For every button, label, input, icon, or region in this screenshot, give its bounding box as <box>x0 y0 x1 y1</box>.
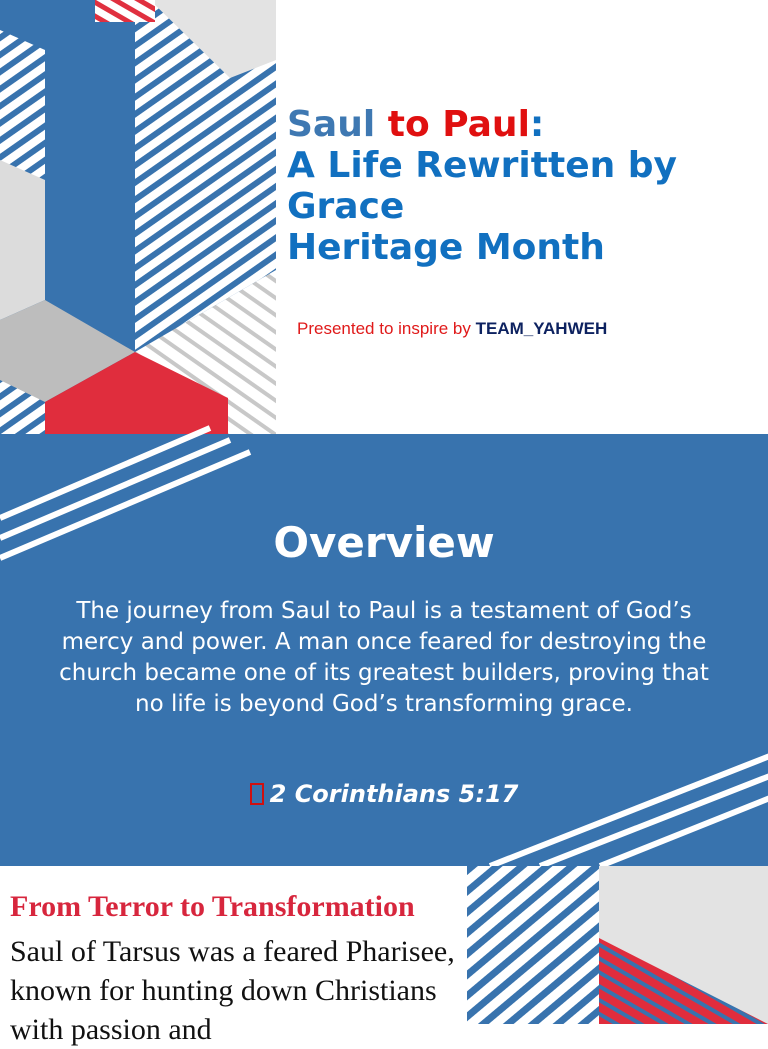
title-line-3: Heritage Month <box>287 227 605 268</box>
overview-slide <box>0 434 768 866</box>
overview-heading: Overview <box>273 518 495 567</box>
verse-text: 2 Corinthians 5:17 <box>269 780 519 808</box>
title-colon: : <box>529 104 545 145</box>
presenter-team: TEAM_YAHWEH <box>475 319 608 338</box>
slide-title-block <box>287 104 757 268</box>
geometric-decoration <box>0 0 276 434</box>
presenter-line <box>297 319 607 339</box>
title-line-2: A Life Rewritten by Grace <box>287 145 678 227</box>
title-word-saul: Saul <box>287 104 376 145</box>
title-slide <box>0 0 768 434</box>
bookmark-icon <box>250 783 264 805</box>
presenter-label: Presented to inspire by <box>297 319 471 338</box>
geometric-decoration-right <box>467 866 768 1024</box>
transformation-slide <box>0 866 768 1046</box>
section-body: Saul of Tarsus was a feared Pharisee, known for hunting down Christians with passion and <box>10 935 455 1046</box>
verse-reference <box>0 780 768 808</box>
section-heading: From Terror to Transformation <box>10 890 415 923</box>
slide-title <box>287 104 757 268</box>
title-word-to-paul: to Paul <box>387 104 530 145</box>
overview-body: The journey from Saul to Paul is a testament of God’s mercy and power. A man once feared for destroying the church became one of its greatest builders, proving that no life is beyond God’s transforming grace. <box>59 598 709 717</box>
